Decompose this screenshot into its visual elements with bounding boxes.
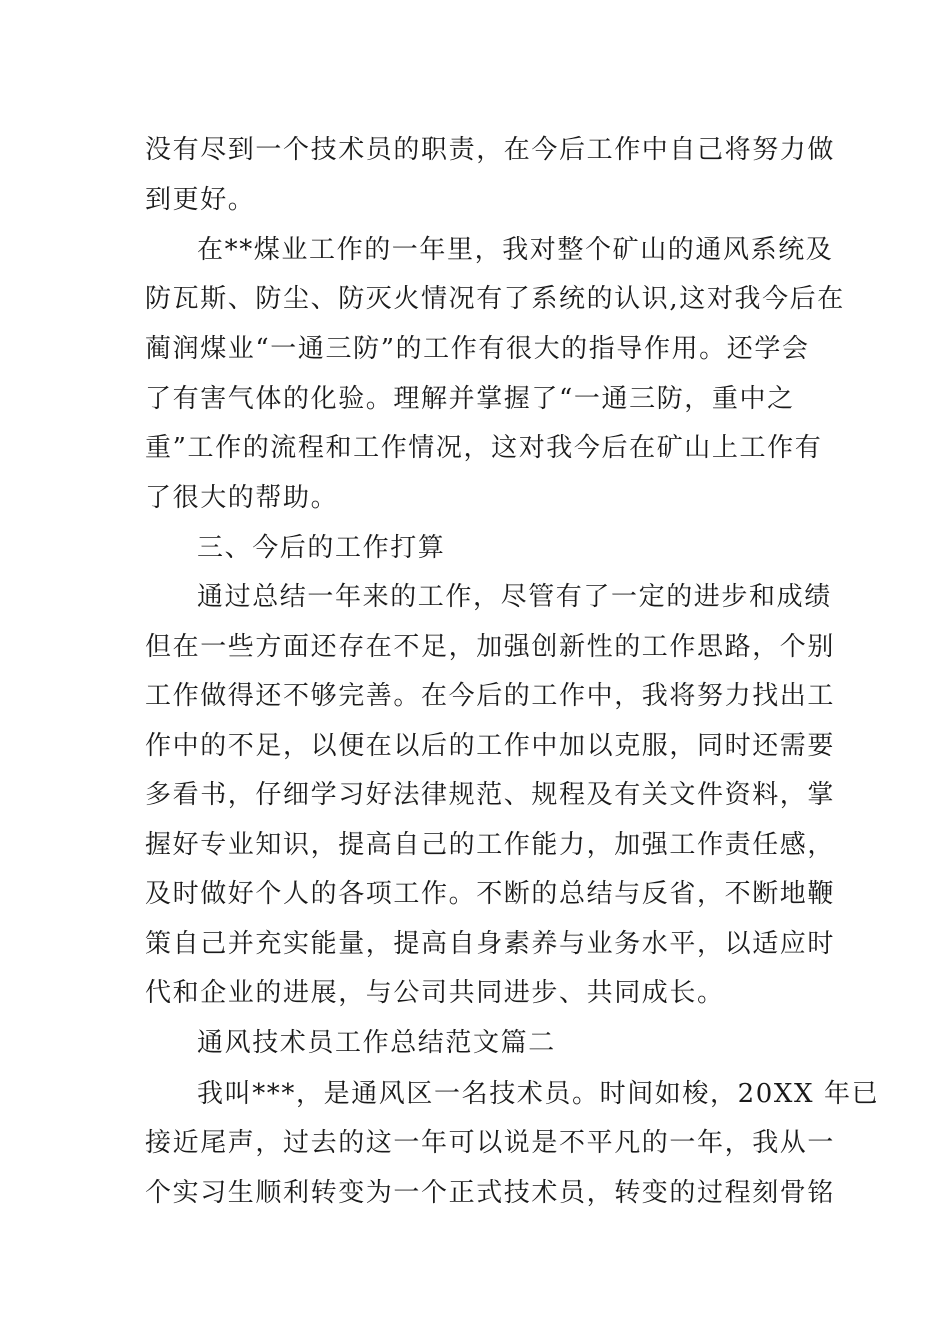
text-line: 防瓦斯、防尘、防灭火情况有了系统的认识,这对我今后在 bbox=[145, 284, 845, 314]
text-line: 握好专业知识，提高自己的工作能力，加强工作责任感， bbox=[145, 830, 836, 860]
paragraph-start-line: 通过总结一年来的工作，尽管有了一定的进步和成绩 bbox=[197, 582, 832, 612]
text-line: 没有尽到一个技术员的职责，在今后工作中自己将努力做 bbox=[145, 135, 836, 165]
text-line: 个实习生顺利转变为一个正式技术员，转变的过程刻骨铭 bbox=[145, 1178, 836, 1208]
text-line: 了有害气体的化验。理解并掌握了“一通三防，重中之 bbox=[145, 384, 795, 414]
paragraph-start-line: 我叫***，是通风区一名技术员。时间如梭，20XX 年已 bbox=[197, 1079, 880, 1109]
text-line: 蔺润煤业“一通三防”的工作有很大的指导作用。还学会 bbox=[145, 334, 810, 364]
text-line: 及时做好个人的各项工作。不断的总结与反省，不断地鞭 bbox=[145, 879, 836, 909]
section-heading: 通风技术员工作总结范文篇二 bbox=[197, 1028, 556, 1058]
text-line: 工作做得还不够完善。在今后的工作中，我将努力找出工 bbox=[145, 681, 836, 711]
paragraph-start-line: 在**煤业工作的一年里，我对整个矿山的通风系统及 bbox=[197, 235, 834, 265]
text-line: 到更好。 bbox=[145, 185, 256, 215]
text-line: 接近尾声，过去的这一年可以说是不平凡的一年，我从一 bbox=[145, 1128, 836, 1158]
text-line: 了很大的帮助。 bbox=[145, 483, 339, 513]
text-line: 作中的不足，以便在以后的工作中加以克服，同时还需要 bbox=[145, 731, 836, 761]
text-line: 策自己并充实能量，提高自身素养与业务水平，以适应时 bbox=[145, 929, 836, 959]
section-heading: 三、今后的工作打算 bbox=[197, 533, 446, 563]
text-line: 但在一些方面还存在不足，加强创新性的工作思路，个别 bbox=[145, 632, 836, 662]
text-line: 重”工作的流程和工作情况，这对我今后在矿山上工作有 bbox=[145, 433, 823, 463]
text-line: 多看书，仔细学习好法律规范、规程及有关文件资料，掌 bbox=[145, 780, 836, 810]
text-line: 代和企业的进展，与公司共同进步、共同成长。 bbox=[145, 978, 725, 1008]
